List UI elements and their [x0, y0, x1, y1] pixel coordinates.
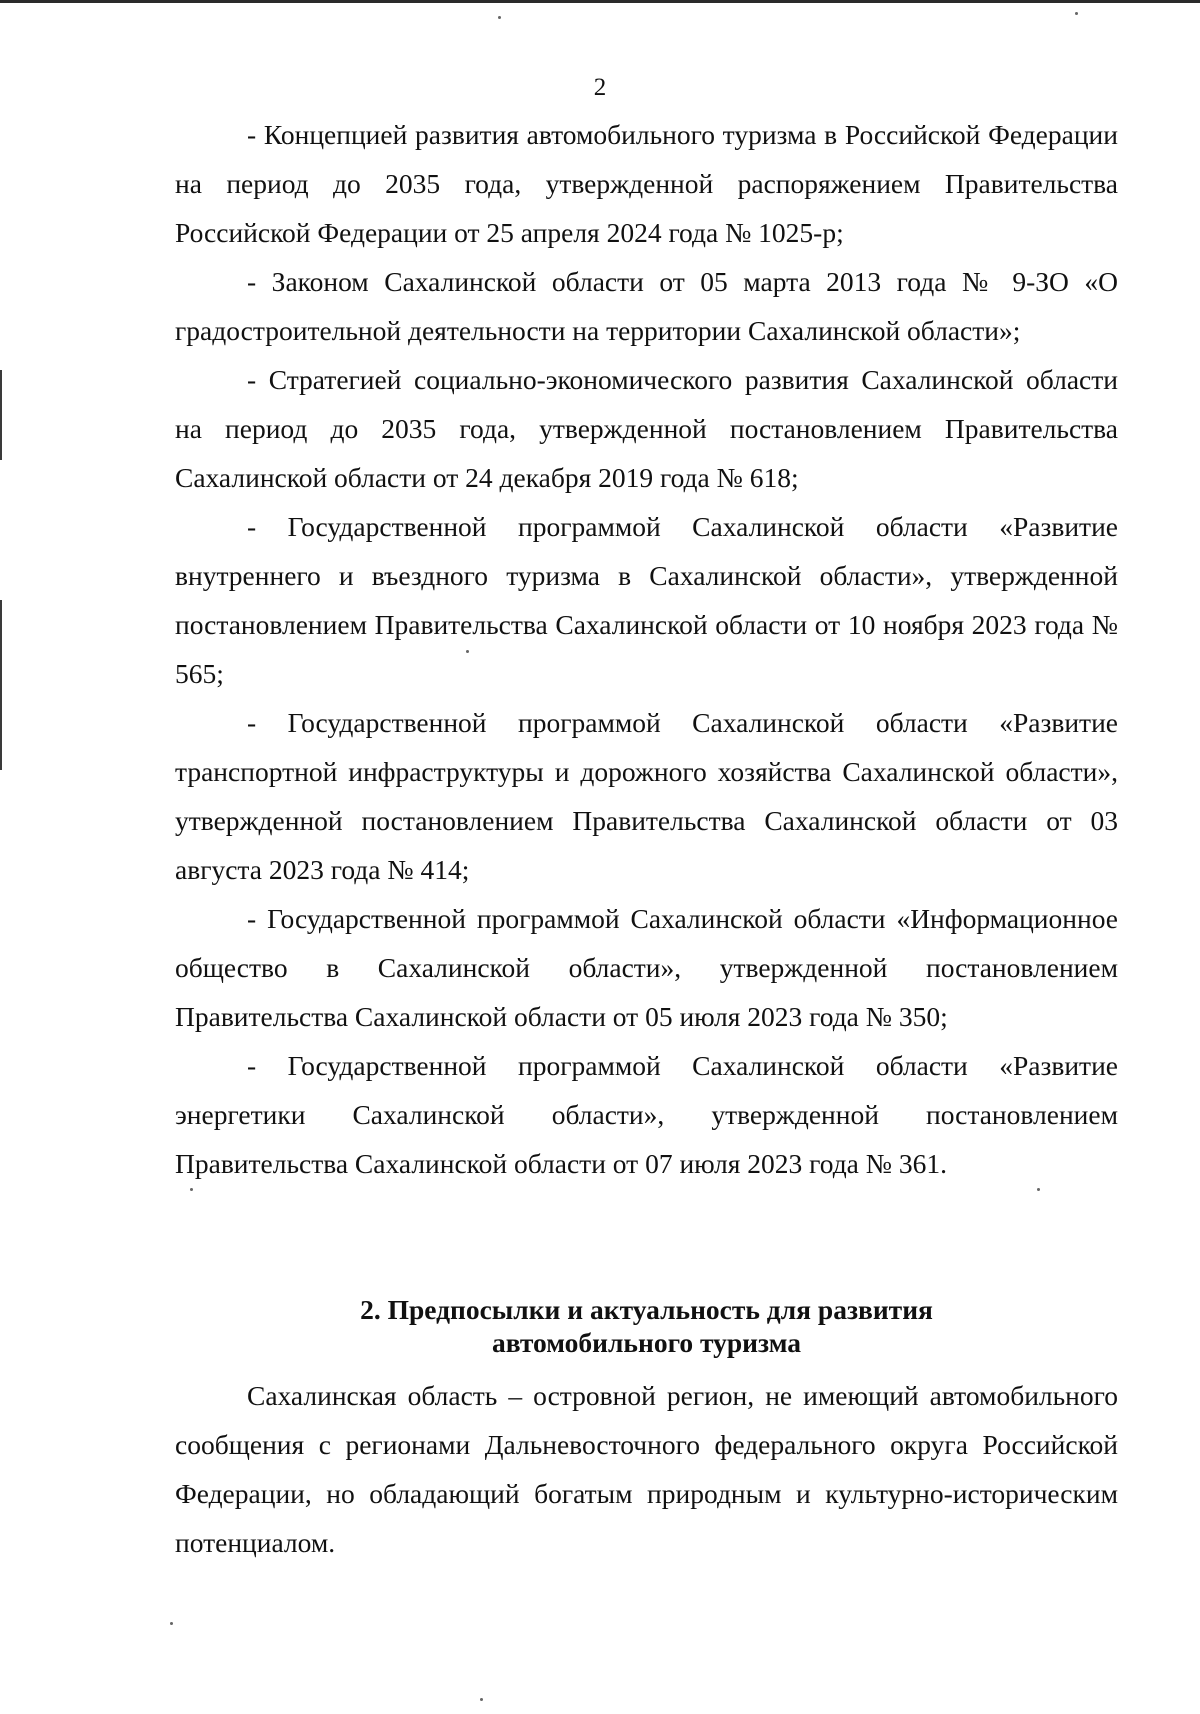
scan-speck: [1037, 1188, 1040, 1191]
reference-list: [175, 110, 1118, 1188]
list-item: - Законом Сахалинской области от 05 марта 2013 года № 9-ЗО «О градостроительной деятельности на территории Сахалинской области»;: [175, 266, 1118, 346]
scan-speck: [170, 1622, 173, 1625]
scan-edge-left: [0, 600, 2, 770]
list-item: - Государственной программой Сахалинской области «Развитие энергетики Сахалинской области», утвержденной постановлением Правительства Сахалинской области от 07 июля 2023 года № 361.: [175, 1050, 1118, 1179]
list-item: - Концепцией развития автомобильного туризма в Российской Федерации на период до 2035 года, утвержденной распоряжением Правительства Российской Федерации от 25 апреля 2024 года № 1025-р;: [175, 119, 1118, 248]
scan-speck: [190, 1188, 193, 1191]
scan-speck: [480, 1698, 483, 1701]
scan-speck: [466, 650, 469, 653]
section-heading: [175, 1293, 1118, 1359]
section-heading-line: 2. Предпосылки и актуальность для развития: [360, 1294, 933, 1325]
page-number: 2: [593, 74, 607, 101]
section-heading-line: автомобильного туризма: [492, 1327, 801, 1358]
scan-edge-left: [0, 370, 2, 460]
scan-speck: [1075, 12, 1078, 15]
list-item: - Государственной программой Сахалинской области «Информационное общество в Сахалинской области», утвержденной постановлением Правительства Сахалинской области от 05 июля 2023 года № 350;: [175, 903, 1118, 1032]
list-item: - Государственной программой Сахалинской области «Развитие внутреннего и въездного туризма в Сахалинской области», утвержденной постановлением Правительства Сахалинской области от 10 ноября 2023 года № 565;: [175, 511, 1118, 689]
scan-speck: [498, 16, 501, 19]
section-body: [175, 1371, 1118, 1567]
body-paragraph: Сахалинская область – островной регион, не имеющий автомобильного сообщения с регионами Дальневосточного федерального округа Российской Федерации, но обладающий богатым природным и культурно-историческим потенциалом.: [175, 1380, 1118, 1558]
list-item: - Государственной программой Сахалинской области «Развитие транспортной инфраструктуры и дорожного хозяйства Сахалинской области», утвержденной постановлением Правительства Сахалинской области от 03 августа 2023 года № 414;: [175, 707, 1118, 885]
scan-edge-top: [0, 0, 1200, 3]
list-item: - Стратегией социально-экономического развития Сахалинской области на период до 2035 года, утвержденной постановлением Правительства Сахалинской области от 24 декабря 2019 года № 618;: [175, 364, 1118, 493]
